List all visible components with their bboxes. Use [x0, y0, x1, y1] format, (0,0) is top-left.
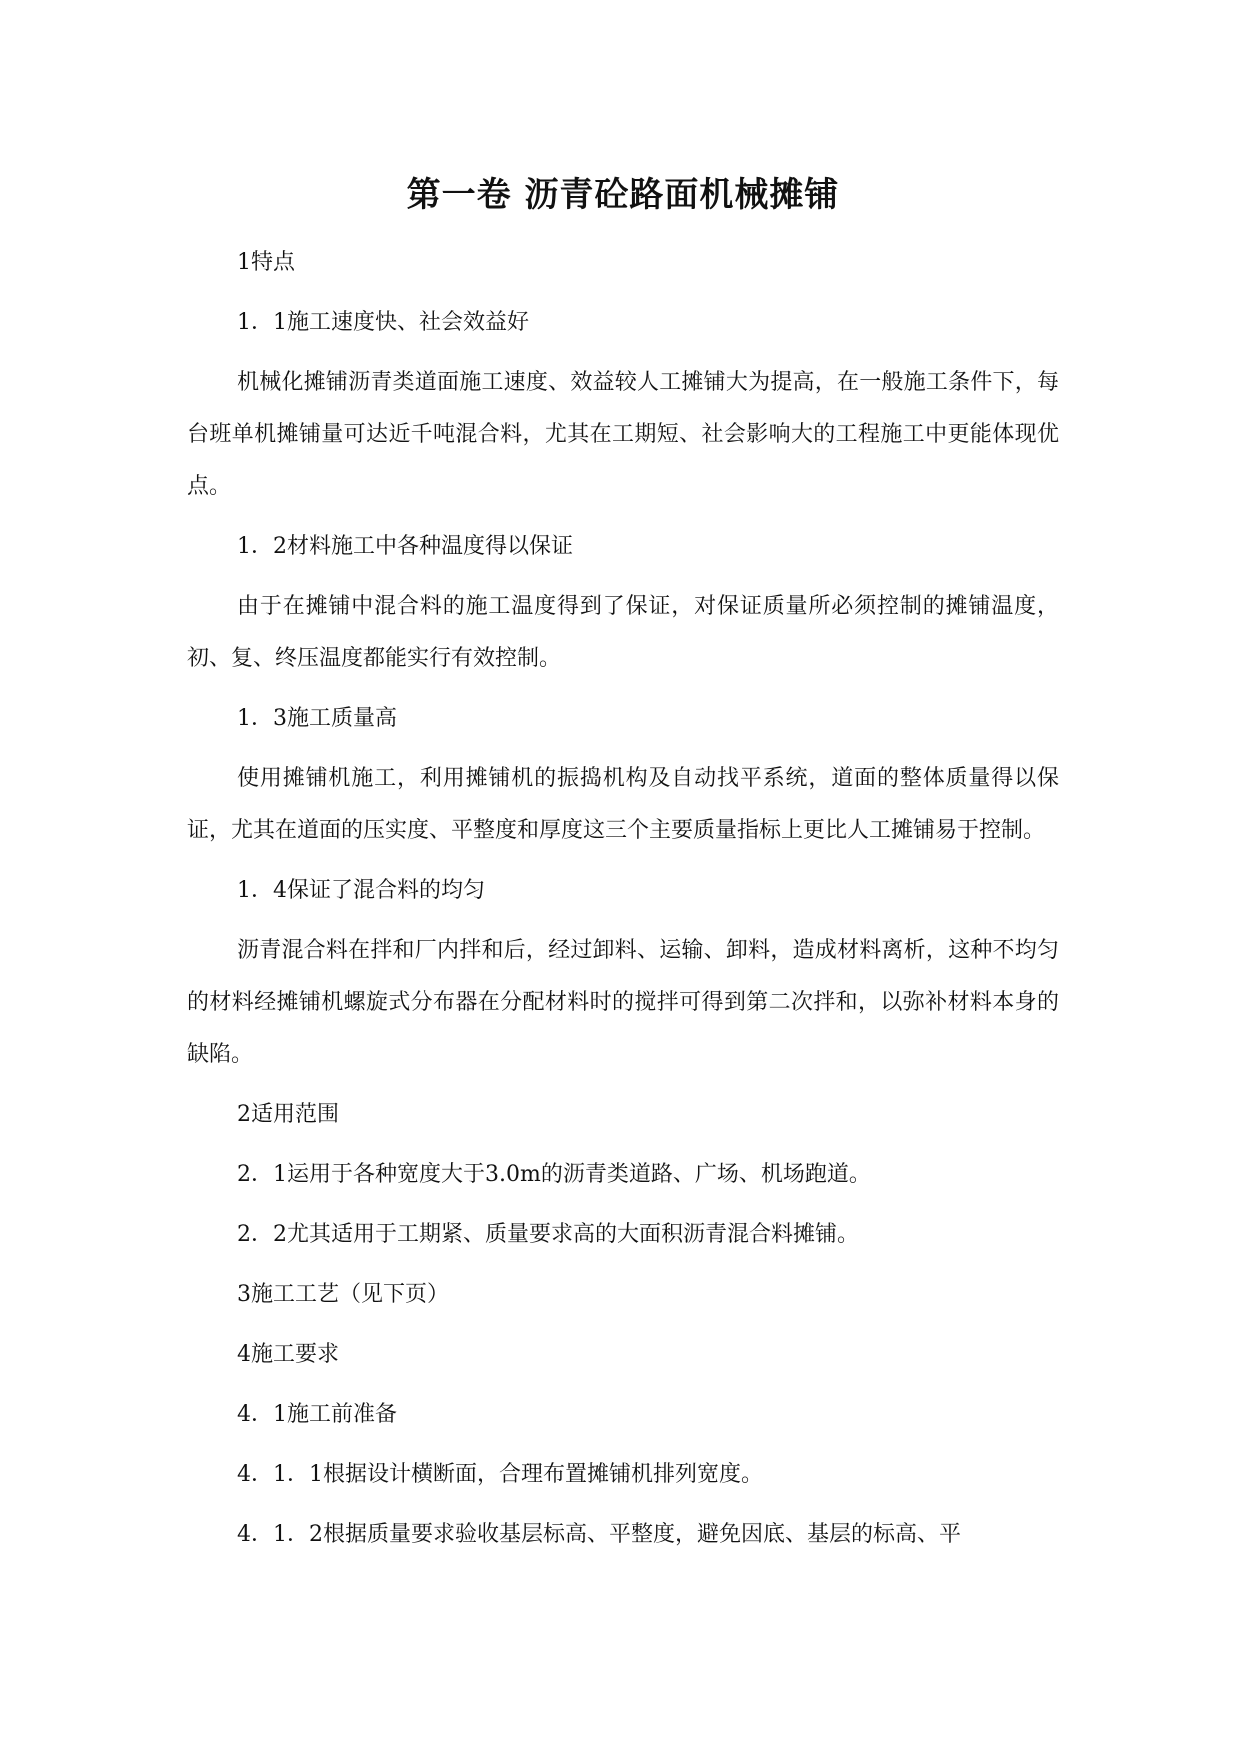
section-heading-3: 3施工工艺（见下页）	[237, 1282, 449, 1307]
section-heading-1-3: 1．3施工质量高	[237, 706, 397, 731]
document-body	[187, 248, 1059, 1580]
paragraph-1-1: 机械化摊铺沥青类道面施工速度、效益较人工摊铺大为提高，在一般施工条件下，每台班单机摊铺量可达近千吨混合料，尤其在工期短、社会影响大的工程施工中更能体现优点。	[187, 370, 1059, 499]
section-heading-4-1-1: 4．1．1根据设计横断面，合理布置摊铺机排列宽度。	[237, 1462, 763, 1487]
section-heading-2-2: 2．2尤其适用于工期紧、质量要求高的大面积沥青混合料摊铺。	[237, 1222, 859, 1247]
document-title: 第一卷 沥青砼路面机械摊铺	[406, 175, 840, 215]
section-heading-2: 2适用范围	[237, 1102, 339, 1127]
section-heading-4-1-2: 4．1．2根据质量要求验收基层标高、平整度，避免因底、基层的标高、平	[237, 1522, 961, 1547]
section-heading-1: 1特点	[237, 250, 295, 275]
section-heading-1-1: 1．1施工速度快、社会效益好	[237, 310, 529, 335]
section-heading-1-4: 1．4保证了混合料的均匀	[237, 878, 485, 903]
paragraph-1-3: 使用摊铺机施工，利用摊铺机的振捣机构及自动找平系统，道面的整体质量得以保证，尤其在道面的压实度、平整度和厚度这三个主要质量指标上更比人工摊铺易于控制。	[187, 766, 1059, 843]
paragraph-1-4: 沥青混合料在拌和厂内拌和后，经过卸料、运输、卸料，造成材料离析，这种不均匀的材料经摊铺机螺旋式分布器在分配材料时的搅拌可得到第二次拌和，以弥补材料本身的缺陷。	[187, 938, 1059, 1067]
section-heading-4-1: 4．1施工前准备	[237, 1402, 397, 1427]
section-heading-4: 4施工要求	[237, 1342, 339, 1367]
section-heading-2-1: 2．1运用于各种宽度大于3.0m的沥青类道路、广场、机场跑道。	[237, 1162, 871, 1187]
section-heading-1-2: 1．2材料施工中各种温度得以保证	[237, 534, 573, 559]
paragraph-1-2: 由于在摊铺中混合料的施工温度得到了保证，对保证质量所必须控制的摊铺温度，初、复、终压温度都能实行有效控制。	[187, 594, 1059, 671]
